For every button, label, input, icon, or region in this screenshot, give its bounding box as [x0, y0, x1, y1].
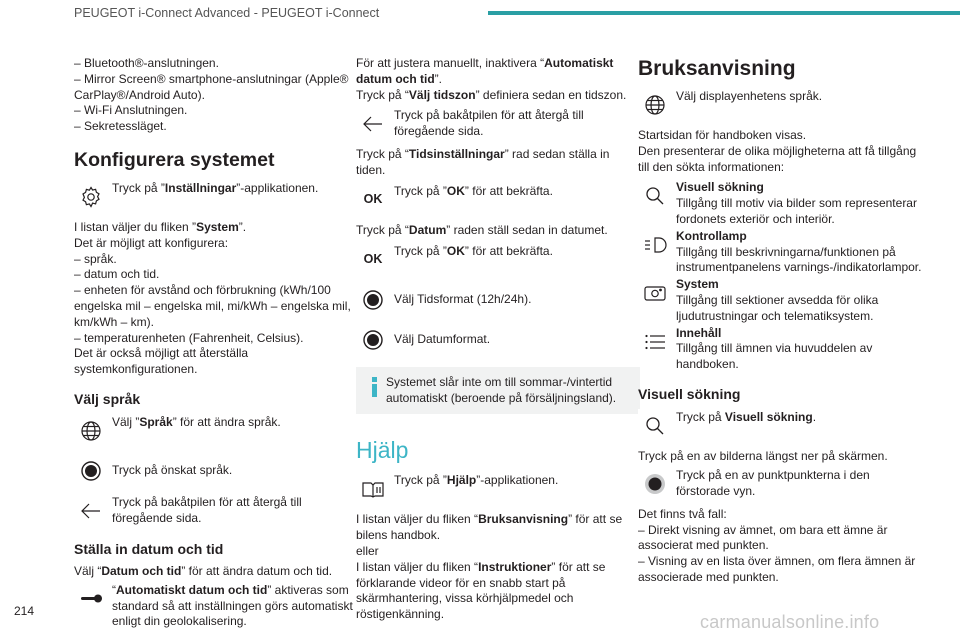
heading-hjalp: Hjälp	[356, 437, 409, 464]
heading-bruksanvisning: Bruksanvisning	[638, 57, 796, 80]
column-right	[638, 56, 922, 586]
instruction-select-language: Tryck på önskat språk.	[74, 454, 358, 488]
search-icon	[638, 409, 672, 443]
watermark: carmanualsonline.info	[700, 612, 880, 632]
instruction-ok-date: OK Tryck på ”OK” för att bekräfta.	[356, 243, 640, 277]
back-arrow-icon	[74, 494, 108, 528]
toggle-switch-icon	[74, 582, 108, 616]
list-line: Det är också möjligt att återställa systemkonfigurationen.	[74, 346, 249, 377]
heading-konfigurera: Konfigurera systemet	[74, 148, 275, 171]
page-number: 214	[14, 604, 35, 618]
instruction-settings: Tryck på ”Inställningar”-applikationen.	[74, 180, 358, 214]
item-visuell-sokning: Visuell sökning Tillgång till motiv via bilder som representerar fordonets exteriör och interiör.	[638, 179, 922, 227]
column-middle	[356, 56, 640, 623]
globe-icon	[638, 88, 672, 122]
instruction-date-format: Välj Datumformat.	[356, 323, 640, 357]
warning-lamp-icon	[638, 228, 672, 262]
paragraph: eller	[356, 543, 379, 558]
paragraph: I listan väljer du fliken “Bruksanvisning” för att se bilens handbok.	[356, 512, 623, 543]
globe-icon	[74, 414, 108, 448]
paragraph: Tryck på “Datum” raden ställ sedan in datumet.	[356, 222, 608, 237]
ok-button-icon: OK	[356, 243, 390, 277]
instruction-auto-date: “Automatiskt datum och tid” aktiveras som standard så att inställningen görs automatiskt enligt din geolokalisering.	[74, 582, 358, 630]
radio-selected-icon	[638, 467, 672, 501]
list-line: – Bluetooth®-anslutningen.	[74, 56, 219, 70]
item-innehall: Innehåll Tillgång till ämnen via huvuddelen av handboken.	[638, 325, 922, 373]
instruction-back: Tryck på bakåtpilen för att återgå till föregående sida.	[74, 494, 358, 528]
radio-selected-icon	[74, 454, 108, 488]
paragraph: Tryck på “Tidsinställningar” rad sedan ställa in tiden.	[356, 147, 610, 178]
book-icon	[356, 472, 390, 506]
speaker-icon	[638, 276, 672, 310]
page-header-title: PEUGEOT i-Connect Advanced - PEUGEOT i-Connect	[74, 6, 380, 20]
paragraph: Tryck på en av bilderna längst ner på skärmen.	[638, 448, 888, 463]
item-system: System Tillgång till sektioner avsedda för olika ljudutrustningar och telematiksystem.	[638, 276, 922, 324]
list-line: Det finns två fall:	[638, 506, 727, 521]
list-line: – Direkt visning av ämnet, om bara ett ämne är associerat med punkten.	[638, 522, 888, 553]
list-line: – Visning av en lista över ämnen, om flera ämnen är associerade med punkten.	[638, 554, 916, 584]
contents-list-icon	[638, 325, 672, 359]
info-note: Systemet slår inte om till sommar-/vintertid automatiskt (beroende på försäljningsland).	[356, 367, 640, 415]
list-line: – Sekretessläget.	[74, 119, 167, 134]
instruction-ok-time: OK Tryck på ”OK” för att bekräfta.	[356, 183, 640, 217]
list-line: – enheten för avstånd och förbrukning (kWh/100 engelska mil – engelska mil, mi/kWh – engelska mil, km/kWh – km).	[74, 283, 351, 329]
list-line: Det är möjligt att konfigurera:	[74, 235, 229, 250]
instruction-time-format: Välj Tidsformat (12h/24h).	[356, 283, 640, 317]
instruction-language: Välj ”Språk” för att ändra språk.	[74, 414, 358, 448]
heading-valj-sprak: Välj språk	[74, 390, 141, 407]
radio-selected-icon	[356, 283, 390, 317]
instruction-help: Tryck på ”Hjälp”-applikationen.	[356, 472, 640, 506]
paragraph: För att justera manuellt, inaktivera “Automatiskt datum och tid”.	[356, 56, 614, 86]
header-accent-bar	[488, 11, 960, 15]
paragraph: Startsidan för handboken visas.	[638, 128, 807, 142]
paragraph: I listan väljer du fliken “Instruktioner” för att se förklarande videor för en snabb start på skärmhantering, vissa körhjälpmedel och röstigenkänning.	[356, 559, 606, 622]
list-line: – språk.	[74, 251, 117, 266]
instruction-display-language: Välj displayenhetens språk.	[638, 88, 922, 122]
list-line: – temperaturenheten (Fahrenheit, Celsius).	[74, 330, 304, 345]
list-line: – datum och tid.	[74, 267, 160, 282]
list-line: – Mirror Screen® smartphone-anslutningar (Apple® CarPlay®/Android Auto).	[74, 71, 349, 102]
back-arrow-icon	[356, 107, 390, 141]
item-kontrollamp: Kontrollamp Tillgång till beskrivningarna/funktionen på instrumentpanelens varnings-/indikatorlampor.	[638, 228, 922, 276]
paragraph: I listan väljer du fliken ”System”.	[74, 219, 247, 234]
paragraph: Tryck på “Välj tidszon” definiera sedan en tidszon.	[356, 87, 627, 102]
instruction-back: Tryck på bakåtpilen för att återgå till föregående sida.	[356, 107, 640, 141]
heading-datum-tid: Ställa in datum och tid	[74, 540, 224, 557]
ok-button-icon: OK	[356, 183, 390, 217]
instruction-point: Tryck på en av punktpunkterna i den förstorade vyn.	[638, 467, 922, 501]
paragraph: Den presenterar de olika möjligheterna att få tillgång till den sökta informationen:	[638, 143, 917, 174]
radio-selected-icon	[356, 323, 390, 357]
search-icon	[638, 179, 672, 213]
instruction-visual-search: Tryck på Visuell sökning.	[638, 409, 922, 443]
gear-icon	[74, 180, 108, 214]
list-line: – Wi-Fi Anslutningen.	[74, 103, 188, 118]
paragraph: Välj “Datum och tid” för att ändra datum och tid.	[74, 563, 333, 578]
column-left	[74, 56, 358, 636]
heading-visuell-sokning: Visuell sökning	[638, 385, 741, 402]
info-icon	[370, 377, 378, 399]
